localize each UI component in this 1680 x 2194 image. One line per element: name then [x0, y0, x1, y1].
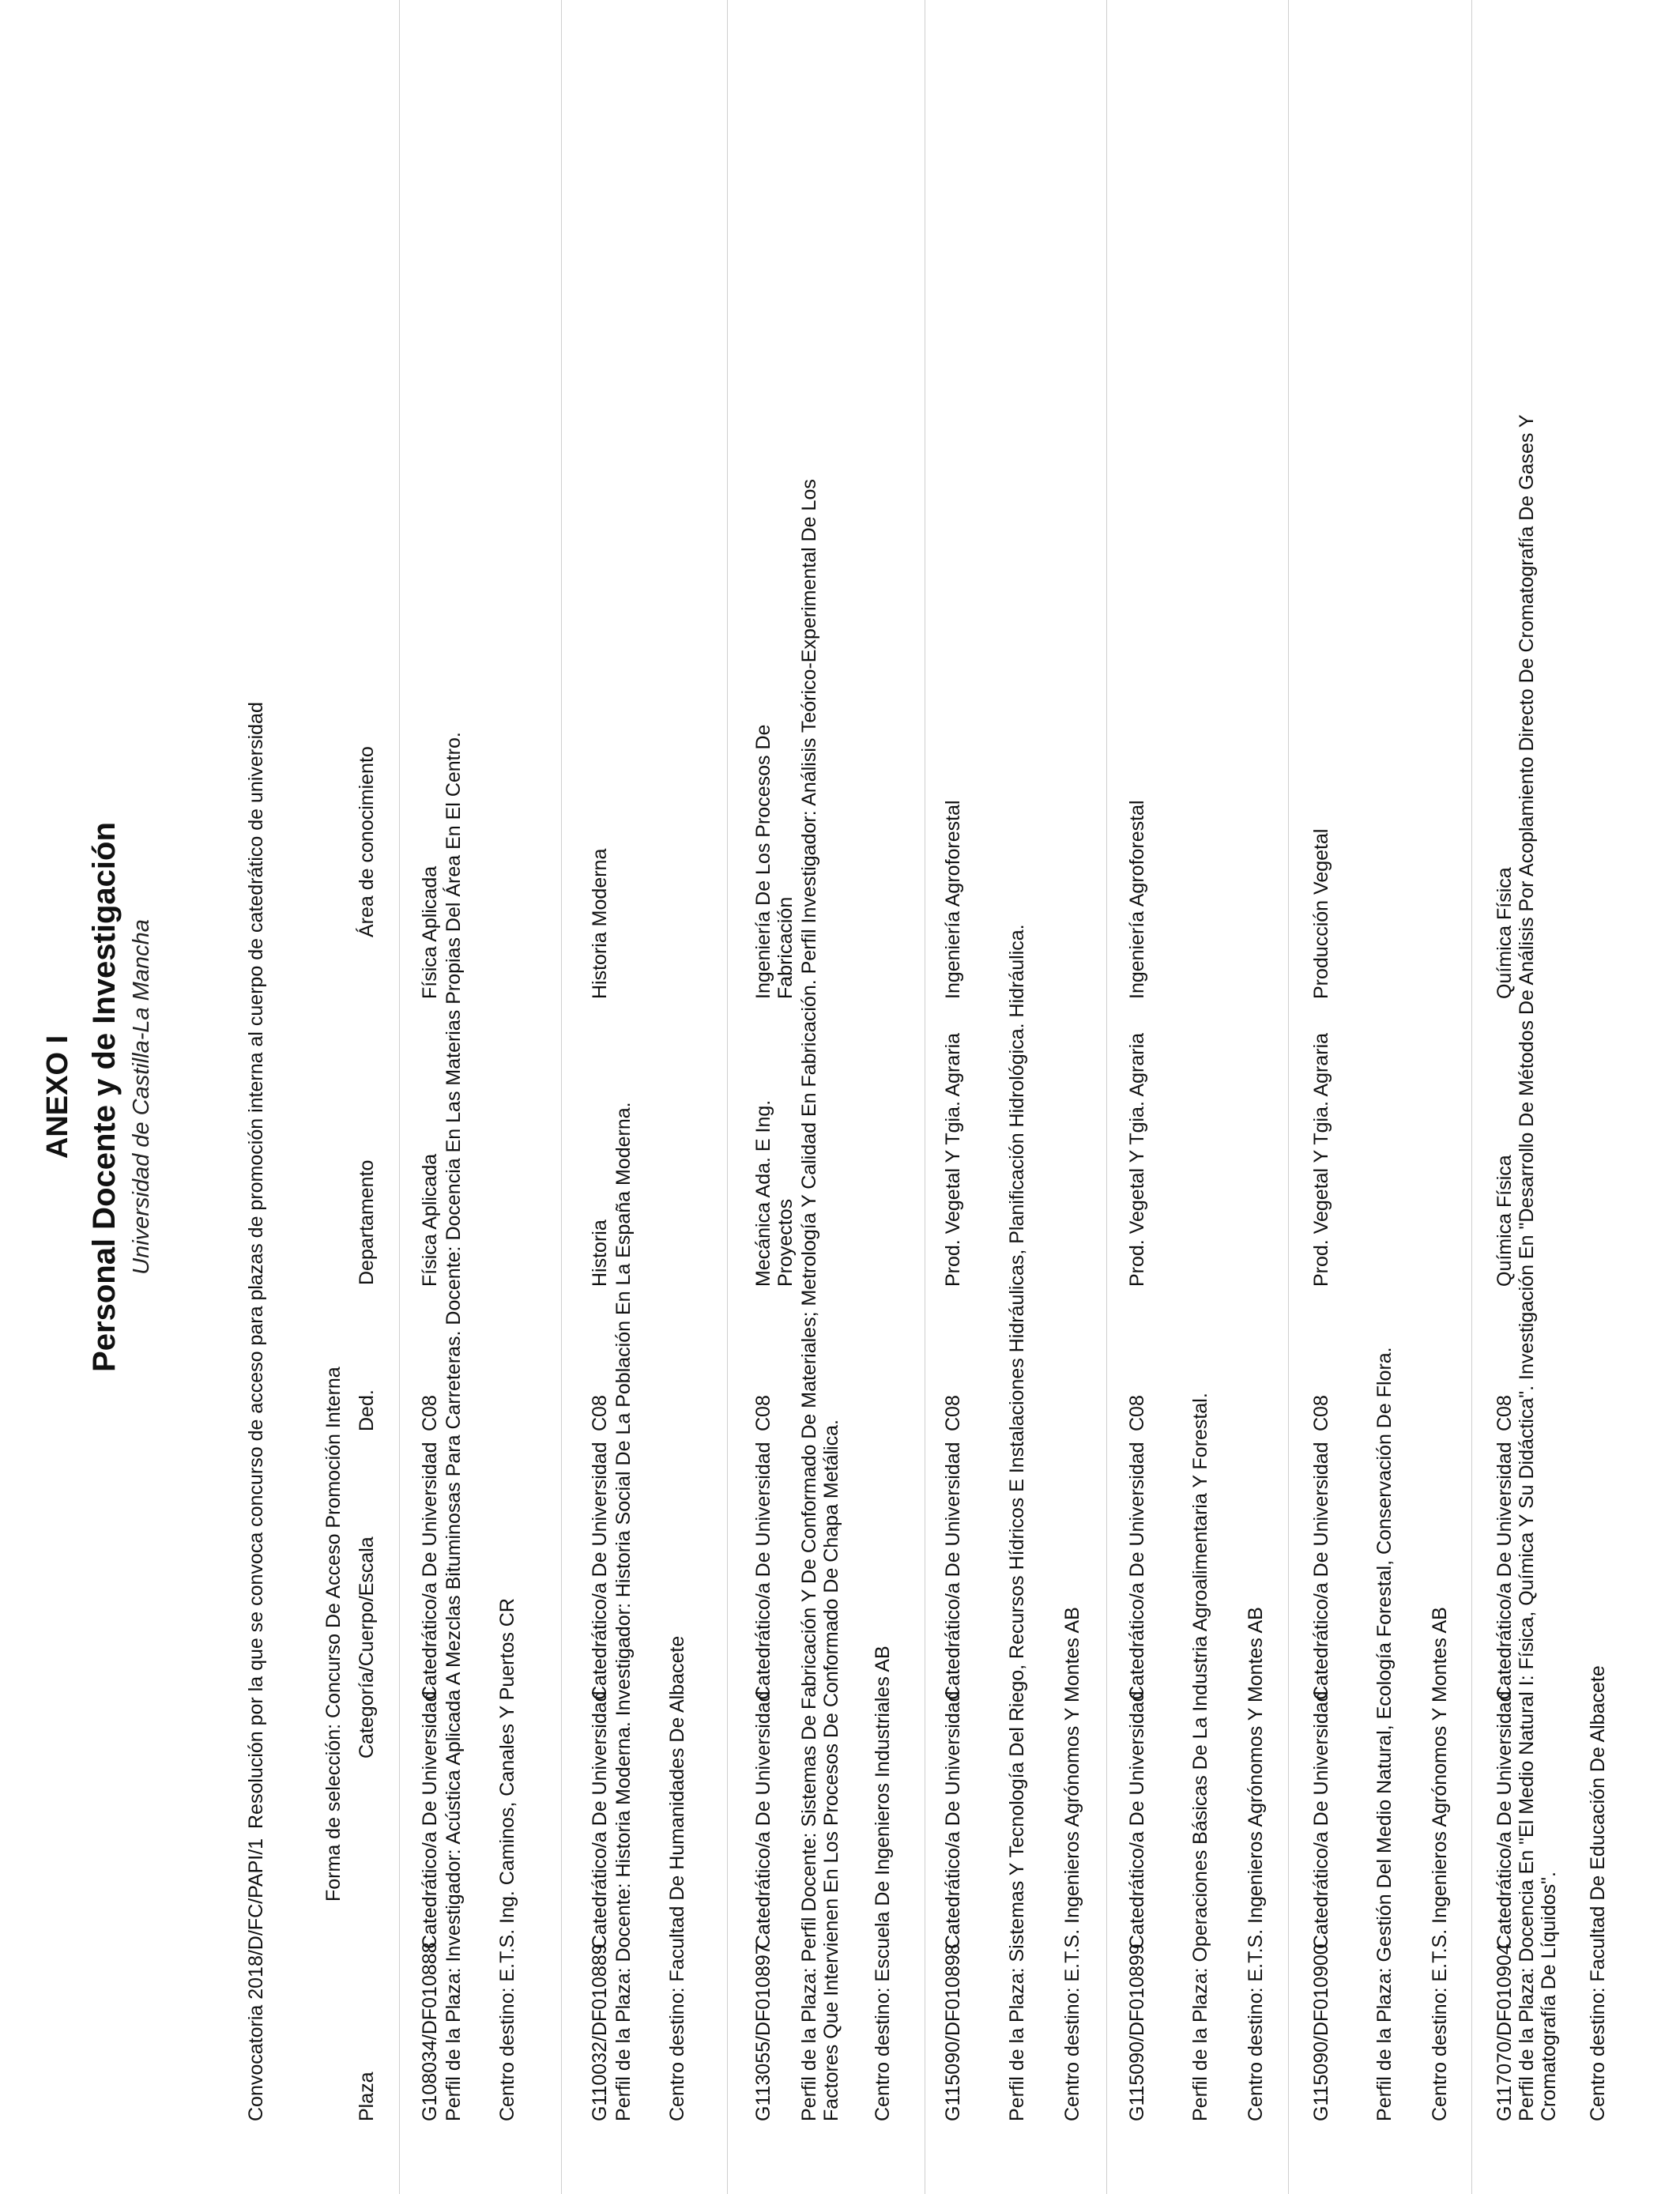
page-title: ANEXO I	[41, 1035, 74, 1159]
perfil-plaza: Perfil de la Plaza: Gestión Del Medio Natural, Ecología Forestal, Conservación De Flora.	[1373, 1347, 1396, 2121]
area-cell: Física Aplicada	[419, 865, 441, 999]
column-header-plaza: Plaza	[356, 2071, 378, 2121]
area-cell: Química Física	[1494, 867, 1516, 999]
plaza-code: G117070/DF010904	[1494, 1943, 1516, 2121]
convocatoria-label: Convocatoria 2018/D/FC/PAPI/1	[245, 1838, 267, 2121]
ded-cell: C08	[419, 1395, 441, 1431]
ded-cell: C08	[1494, 1395, 1516, 1431]
university-name: Universidad de Castilla-La Mancha	[129, 919, 154, 1275]
row-separator	[1288, 0, 1289, 2194]
plaza-categoria: Catedrático/a De Universidad	[752, 1691, 774, 1949]
convocatoria-description: Resolución por la que se convoca concurso de acceso para plazas de promoción interna al cuerpo de catedrático de universidad	[245, 702, 267, 1829]
column-header-area: Área de conocimiento	[356, 746, 378, 937]
departamento-cell: Historia	[589, 1220, 611, 1287]
ded-cell: C08	[1310, 1395, 1332, 1431]
perfil-plaza: Perfil de la Plaza: Operaciones Básicas De La Industria Agroalimentaria Y Forestal.	[1189, 1393, 1211, 2121]
categoria-cell: Catedrático/a De Universidad	[1310, 1442, 1332, 1700]
ded-cell: C08	[1126, 1395, 1148, 1431]
departamento-cell: Mecánica Ada. E Ing. Proyectos	[752, 1099, 797, 1287]
departamento-cell: Prod. Vegetal Y Tgia. Agraria	[1310, 1032, 1332, 1287]
categoria-cell: Catedrático/a De Universidad	[752, 1442, 774, 1700]
area-cell: Historia Moderna	[589, 848, 611, 999]
departamento-cell: Física Aplicada	[419, 1153, 441, 1287]
area-cell: Ingeniería De Los Procesos De Fabricación	[752, 724, 797, 999]
categoria-cell: Catedrático/a De Universidad	[1126, 1442, 1148, 1700]
perfil-plaza: Perfil de la Plaza: Docente: Historia Moderna. Investigador: Historia Social De La Población En La España Moderna.	[612, 1102, 635, 2121]
plaza-code: G108034/DF010888	[419, 1942, 441, 2121]
row-separator	[727, 0, 728, 2194]
page-subtitle: Personal Docente y de Investigación	[87, 822, 122, 1372]
perfil-plaza: Perfil de la Plaza: Docencia En "El Medio Natural I: Física, Química Y Su Didáctica". Investigación En "Desarrollo De Métodos De Análisis Por Acoplamiento Directo De Cromatografía De Gases Y Cromatografía De Líquidos".	[1516, 414, 1560, 2121]
perfil-plaza: Perfil de la Plaza: Investigador: Acústica Aplicada A Mezclas Bituminosas Para Carreteras. Docente: Docencia En Las Materias Propias Del Área En El Centro.	[443, 732, 465, 2121]
plaza-categoria: Catedrático/a De Universidad	[1494, 1691, 1516, 1949]
plaza-code: G115090/DF010898	[942, 1943, 964, 2121]
plaza-code: G113055/DF010897	[752, 1943, 774, 2121]
ded-cell: C08	[942, 1395, 964, 1431]
plaza-categoria: Catedrático/a De Universidad	[1126, 1691, 1148, 1949]
centro-destino: Centro destino: E.T.S. Ing. Caminos, Canales Y Puertos CR	[496, 1598, 518, 2121]
row-separator	[399, 0, 400, 2194]
column-header-departamento: Departamento	[356, 1159, 378, 1285]
area-cell: Ingeniería Agroforestal	[942, 800, 964, 999]
categoria-cell: Catedrático/a De Universidad	[942, 1442, 964, 1700]
plaza-categoria: Catedrático/a De Universidad	[589, 1691, 611, 1949]
row-separator	[1106, 0, 1107, 2194]
forma-seleccion: Forma de selección: Concurso De Acceso Promoción Interna	[322, 1367, 345, 1902]
plaza-categoria: Catedrático/a De Universidad	[942, 1691, 964, 1949]
ded-cell: C08	[589, 1395, 611, 1431]
categoria-cell: Catedrático/a De Universidad	[419, 1442, 441, 1700]
departamento-cell: Prod. Vegetal Y Tgia. Agraria	[942, 1032, 964, 1287]
plaza-code: G110032/DF010889	[589, 1943, 611, 2121]
centro-destino: Centro destino: Escuela De Ingenieros Industriales AB	[872, 1646, 894, 2121]
row-separator	[1471, 0, 1472, 2194]
centro-destino: Centro destino: E.T.S. Ingenieros Agrónomos Y Montes AB	[1245, 1607, 1267, 2121]
departamento-cell: Prod. Vegetal Y Tgia. Agraria	[1126, 1032, 1148, 1287]
centro-destino: Centro destino: Facultad De Educación De Albacete	[1587, 1665, 1609, 2121]
departamento-cell: Química Física	[1494, 1155, 1516, 1287]
column-header-categoria: Categoría/Cuerpo/Escala	[356, 1536, 378, 1759]
row-separator	[561, 0, 562, 2194]
categoria-cell: Catedrático/a De Universidad	[1494, 1442, 1516, 1700]
area-cell: Ingeniería Agroforestal	[1126, 800, 1148, 999]
plaza-categoria: Catedrático/a De Universidad	[419, 1691, 441, 1949]
centro-destino: Centro destino: E.T.S. Ingenieros Agrónomos Y Montes AB	[1061, 1607, 1083, 2121]
plaza-code: G115090/DF010899	[1126, 1943, 1148, 2121]
perfil-plaza: Perfil de la Plaza: Sistemas Y Tecnología Del Riego, Recursos Hídricos E Instalaciones Hidráulicas, Planificación Hidrológica. Hidráulica.	[1006, 924, 1028, 2121]
ded-cell: C08	[752, 1395, 774, 1431]
column-header-ded: Ded.	[356, 1389, 378, 1431]
centro-destino: Centro destino: E.T.S. Ingenieros Agrónomos Y Montes AB	[1429, 1607, 1451, 2121]
categoria-cell: Catedrático/a De Universidad	[589, 1442, 611, 1700]
plaza-code: G115090/DF010900	[1310, 1943, 1332, 2121]
perfil-plaza: Perfil de la Plaza: Perfil Docente: Sistemas De Fabricación Y De Conformado De Materiales; Metrología Y Calidad En Fabricación. Perfil Investigador: Análisis Teórico-Experimental De Los Factores Que Intervienen En Los Procesos De Conformado De Chapa Metálica.	[798, 479, 842, 2121]
plaza-categoria: Catedrático/a De Universidad	[1310, 1691, 1332, 1949]
centro-destino: Centro destino: Facultad De Humanidades De Albacete	[666, 1635, 688, 2121]
area-cell: Producción Vegetal	[1310, 828, 1332, 999]
